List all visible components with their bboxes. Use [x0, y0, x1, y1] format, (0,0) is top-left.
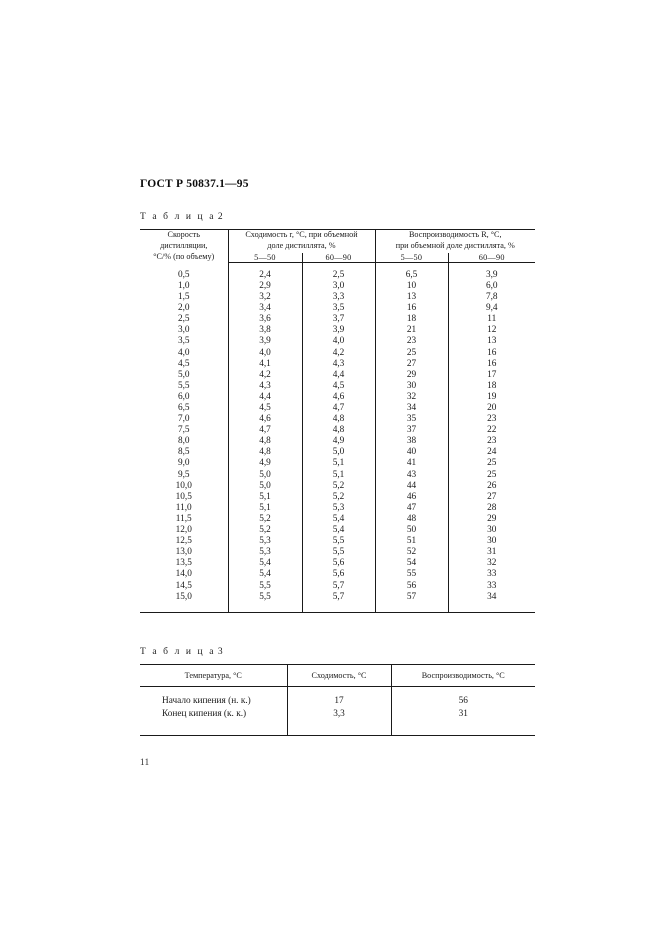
table2-group-header-reproducibility	[375, 230, 535, 253]
table2-subheader-60-90-repeatability: 60—90	[302, 253, 375, 263]
table2-cell-value: 13	[375, 292, 448, 303]
table2-cell-value: 5,5	[302, 536, 375, 547]
table2-cell-value: 6,0	[448, 281, 535, 292]
table2-cell-rate: 2,5	[177, 314, 190, 325]
table2-head	[140, 230, 535, 263]
table2-cell-value: 30	[448, 536, 535, 547]
table2-cell-value: 5,2	[302, 492, 375, 503]
table2-cell-value: 50	[375, 525, 448, 536]
table-row	[140, 695, 535, 708]
table2-cell-value: 4,5	[302, 381, 375, 392]
table2-cell-rate: 4,0	[177, 347, 190, 358]
table2-cell-value: 3,3	[302, 292, 375, 303]
table3-cell-value: 3,3	[287, 708, 391, 721]
table2-cell-value: 37	[375, 425, 448, 436]
table2-group-header-repeatability-line2: доле дистиллята, %	[267, 241, 336, 251]
table2-cell-value: 5,5	[228, 592, 302, 603]
table-row	[140, 558, 535, 569]
table-row	[140, 281, 535, 292]
table2-caption	[140, 212, 540, 222]
table2-cell-rate: 2,0	[177, 303, 190, 314]
table3-cell-label: Начало кипения (н. к.)	[162, 695, 251, 706]
table2-cell-value: 56	[375, 581, 448, 592]
table2-cell-value: 28	[448, 503, 535, 514]
table-row	[140, 403, 535, 414]
table-row	[140, 325, 535, 336]
table2-cell-value: 4,4	[228, 392, 302, 403]
table3-col-header-temperature: Температура, °С	[140, 664, 287, 686]
table2-cell-rate: 3,0	[177, 325, 190, 336]
table2-cell-value: 4,6	[228, 414, 302, 425]
table2-cell-value: 5,0	[228, 481, 302, 492]
table2-cell-value: 4,1	[228, 359, 302, 370]
table2-cell-value: 4,9	[302, 436, 375, 447]
table-row	[140, 459, 535, 470]
table2-cell-rate: 6,0	[177, 391, 190, 402]
table3-cell-value: 31	[391, 708, 535, 721]
table2-cell-rate: 4,5	[177, 358, 190, 369]
table2-group-header-reproducibility-line2: при объемной доле дистиллята, %	[395, 241, 515, 251]
table2-cell-value: 5,0	[228, 470, 302, 481]
table2-cell-rate: 9,0	[177, 458, 190, 469]
table3-spacer-row	[140, 686, 535, 695]
table3-header-row	[140, 664, 535, 686]
table2-cell-value: 33	[448, 581, 535, 592]
table2-cell-value: 4,0	[228, 348, 302, 359]
table2-cell-value: 3,9	[448, 270, 535, 281]
table-row	[140, 525, 535, 536]
table2-cell-value: 21	[375, 325, 448, 336]
table2-cell-value: 29	[375, 370, 448, 381]
table-row	[140, 303, 535, 314]
table2-cell-value: 38	[375, 436, 448, 447]
table2-cell-value: 23	[448, 436, 535, 447]
table2-header-row-groups	[140, 230, 535, 253]
table2-body	[140, 262, 535, 612]
table2-group-header-reproducibility-line1: Воспроизводимость R, °С,	[408, 230, 502, 240]
table2-cell-value: 5,6	[302, 558, 375, 569]
table2-cell-value: 3,6	[228, 314, 302, 325]
table-row	[140, 337, 535, 348]
table2-cell-value: 55	[375, 570, 448, 581]
table2-cell-value: 17	[448, 370, 535, 381]
table2-col-header-rate	[140, 230, 228, 263]
table2-cell-value: 18	[448, 381, 535, 392]
table2-cell-value: 31	[448, 547, 535, 558]
table2-cell-value: 4,2	[228, 370, 302, 381]
table-row	[140, 348, 535, 359]
standard-running-head: ГОСТ Р 50837.1—95	[140, 178, 249, 190]
table3-caption	[140, 647, 540, 657]
table2-cell-rate: 7,0	[177, 414, 190, 425]
table2-cell-value: 4,8	[228, 447, 302, 458]
table2-subheader-5-50-reproducibility: 5—50	[375, 253, 448, 263]
table2-caption-label: Т а б л и ц а	[140, 212, 216, 222]
table2-cell-value: 4,6	[302, 392, 375, 403]
table2-cell-rate: 14,5	[175, 580, 192, 591]
table2-cell-value: 34	[448, 592, 535, 603]
page-number: 11	[140, 757, 150, 767]
table-row	[140, 314, 535, 325]
table2-cell-value: 5,4	[228, 558, 302, 569]
table2-subheader-5-50-repeatability: 5—50	[228, 253, 302, 263]
table2-cell-value: 5,5	[302, 547, 375, 558]
table3-cell-label: Конец кипения (к. к.)	[162, 708, 247, 719]
table3	[140, 664, 535, 736]
table2-cell-value: 16	[448, 348, 535, 359]
table2-cell-value: 11	[448, 314, 535, 325]
table2-cell-rate: 11,0	[175, 502, 192, 513]
table-row	[140, 492, 535, 503]
table2-cell-value: 4,3	[302, 359, 375, 370]
table2-cell-value: 20	[448, 403, 535, 414]
table2-cell-value: 4,3	[228, 381, 302, 392]
table2-cell-value: 2,4	[228, 270, 302, 281]
table2-cell-value: 5,7	[302, 581, 375, 592]
table2-cell-rate: 12,5	[175, 536, 192, 547]
table2-cell-value: 5,4	[228, 570, 302, 581]
table2-cell-value: 57	[375, 592, 448, 603]
table2-cell-value: 3,4	[228, 303, 302, 314]
table2-cell-value: 2,9	[228, 281, 302, 292]
table2-cell-value: 5,7	[302, 592, 375, 603]
table2-cell-value: 5,1	[302, 459, 375, 470]
table2-cell-value: 40	[375, 447, 448, 458]
table3-bottom-spacer-row	[140, 721, 535, 736]
table2-group-header-repeatability-line1: Сходимость r, °С, при объемной	[245, 230, 358, 240]
table2-cell-value: 5,3	[228, 547, 302, 558]
table2-cell-value: 3,0	[302, 281, 375, 292]
table2-cell-value: 9,4	[448, 303, 535, 314]
table3-cell-value: 56	[391, 695, 535, 708]
table2-cell-value: 5,4	[302, 525, 375, 536]
table3-caption-label: Т а б л и ц а	[140, 646, 216, 657]
table2-cell-rate: 8,0	[177, 436, 190, 447]
table-row	[140, 436, 535, 447]
table2-cell-value: 3,9	[228, 337, 302, 348]
table-row	[140, 447, 535, 458]
table-row	[140, 270, 535, 281]
table2-cell-value: 23	[375, 337, 448, 348]
table2-cell-rate: 13,5	[175, 558, 192, 569]
table2-cell-value: 5,2	[302, 481, 375, 492]
table2-cell-rate: 6,5	[177, 403, 190, 413]
table3-col-header-reproducibility: Воспроизводимость, °С	[391, 664, 535, 686]
table2-cell-value: 5,2	[228, 525, 302, 536]
table2-col-header-rate-line3: °С/% (по объему)	[153, 251, 215, 261]
table2-cell-value: 4,8	[302, 414, 375, 425]
table-row	[140, 708, 535, 721]
table2-cell-value: 5,1	[302, 470, 375, 481]
table2-cell-value: 43	[375, 470, 448, 481]
table3-caption-number: 3	[217, 646, 223, 657]
table2-cell-value: 5,3	[302, 503, 375, 514]
table2-cell-value: 16	[448, 359, 535, 370]
table2-cell-value: 30	[448, 525, 535, 536]
table2-cell-value: 13	[448, 337, 535, 348]
table2-cell-value: 4,2	[302, 348, 375, 359]
table3-body	[140, 686, 535, 735]
table2-cell-value: 32	[448, 558, 535, 569]
table-row	[140, 481, 535, 492]
table3-col-header-repeatability: Сходимость, °С	[287, 664, 391, 686]
table2-cell-value: 12	[448, 325, 535, 336]
table2-cell-rate: 5,0	[177, 369, 190, 380]
table2-spacer-row	[140, 262, 535, 270]
table2-cell-value: 5,0	[302, 447, 375, 458]
table-row	[140, 536, 535, 547]
table-row	[140, 359, 535, 370]
table2-cell-rate: 10,5	[175, 491, 192, 502]
table2-cell-value: 29	[448, 514, 535, 525]
table2-cell-value: 2,5	[302, 270, 375, 281]
table2-col-header-rate-line1: Скорость	[167, 230, 200, 239]
table2-subheader-60-90-reproducibility: 60—90	[448, 253, 535, 263]
table2-cell-value: 25	[448, 459, 535, 470]
table2-cell-value: 33	[448, 570, 535, 581]
table2-cell-value: 44	[375, 481, 448, 492]
table2-cell-value: 4,0	[302, 337, 375, 348]
table2-cell-value: 27	[375, 359, 448, 370]
table2-cell-rate: 3,5	[177, 336, 190, 347]
table2-cell-value: 27	[448, 492, 535, 503]
table2-cell-value: 30	[375, 381, 448, 392]
table2-cell-value: 3,5	[302, 303, 375, 314]
table2-cell-value: 4,5	[228, 403, 302, 414]
table-row	[140, 514, 535, 525]
table2	[140, 229, 535, 613]
table2-cell-rate: 0,5	[177, 269, 190, 280]
table2-bottom-spacer-row	[140, 603, 535, 613]
table-row	[140, 547, 535, 558]
table2-cell-value: 47	[375, 503, 448, 514]
table2-cell-rate: 1,5	[177, 292, 190, 303]
table2-cell-value: 3,7	[302, 314, 375, 325]
table2-cell-rate: 9,5	[177, 469, 190, 480]
table-row	[140, 414, 535, 425]
table2-cell-value: 4,9	[228, 459, 302, 470]
table2-cell-rate: 13,0	[175, 547, 192, 558]
table2-cell-value: 19	[448, 392, 535, 403]
table2-cell-value: 35	[375, 414, 448, 425]
table2-cell-value: 4,7	[302, 403, 375, 414]
table-row	[140, 503, 535, 514]
table2-cell-rate: 11,5	[175, 513, 192, 524]
table2-cell-rate: 8,5	[177, 447, 190, 458]
table2-cell-value: 51	[375, 536, 448, 547]
table2-cell-value: 48	[375, 514, 448, 525]
table3-cell-value: 17	[287, 695, 391, 708]
table2-cell-value: 5,1	[228, 492, 302, 503]
table2-cell-value: 25	[448, 470, 535, 481]
table2-cell-value: 4,4	[302, 370, 375, 381]
table-row	[140, 292, 535, 303]
table2-cell-value: 22	[448, 425, 535, 436]
table2-cell-value: 5,6	[302, 570, 375, 581]
table2-cell-value: 16	[375, 303, 448, 314]
table-row	[140, 570, 535, 581]
table2-cell-value: 18	[375, 314, 448, 325]
table2-group-header-repeatability	[228, 230, 375, 253]
table2-cell-rate: 1,0	[177, 280, 190, 291]
table2-cell-value: 4,8	[302, 425, 375, 436]
table2-cell-value: 54	[375, 558, 448, 569]
table2-cell-value: 5,4	[302, 514, 375, 525]
table2-col-header-rate-line2: дистилляции,	[160, 240, 208, 250]
table2-cell-rate: 15,0	[175, 591, 192, 602]
table3-block	[140, 647, 540, 736]
table2-cell-value: 5,1	[228, 503, 302, 514]
table2-cell-value: 3,8	[228, 325, 302, 336]
table2-cell-value: 10	[375, 281, 448, 292]
table2-cell-value: 4,8	[228, 436, 302, 447]
table2-cell-value: 32	[375, 392, 448, 403]
table2-cell-value: 24	[448, 447, 535, 458]
table2-cell-rate: 10,0	[175, 480, 192, 491]
table-row	[140, 581, 535, 592]
table2-cell-rate: 14,0	[175, 569, 192, 580]
table2-cell-value: 4,7	[228, 425, 302, 436]
table2-cell-value: 3,9	[302, 325, 375, 336]
table-row	[140, 392, 535, 403]
table2-cell-rate: 7,5	[177, 425, 190, 436]
table2-cell-value: 7,8	[448, 292, 535, 303]
table2-cell-value: 5,5	[228, 581, 302, 592]
table2-cell-value: 34	[375, 403, 448, 414]
table2-caption-number: 2	[217, 212, 223, 222]
table2-cell-value: 5,3	[228, 536, 302, 547]
table2-cell-rate: 5,5	[177, 380, 190, 391]
table-row	[140, 592, 535, 603]
table-row	[140, 425, 535, 436]
page-content	[140, 178, 540, 736]
table2-cell-rate: 12,0	[175, 525, 192, 536]
table2-cell-value: 6,5	[375, 270, 448, 281]
table-row	[140, 370, 535, 381]
table2-cell-value: 23	[448, 414, 535, 425]
table2-cell-value: 52	[375, 547, 448, 558]
table2-cell-value: 26	[448, 481, 535, 492]
table-row	[140, 470, 535, 481]
table2-cell-value: 5,2	[228, 514, 302, 525]
table2-cell-value: 3,2	[228, 292, 302, 303]
table2-cell-value: 46	[375, 492, 448, 503]
table2-cell-value: 41	[375, 459, 448, 470]
table3-head	[140, 664, 535, 686]
table2-cell-value: 25	[375, 348, 448, 359]
table-row	[140, 381, 535, 392]
